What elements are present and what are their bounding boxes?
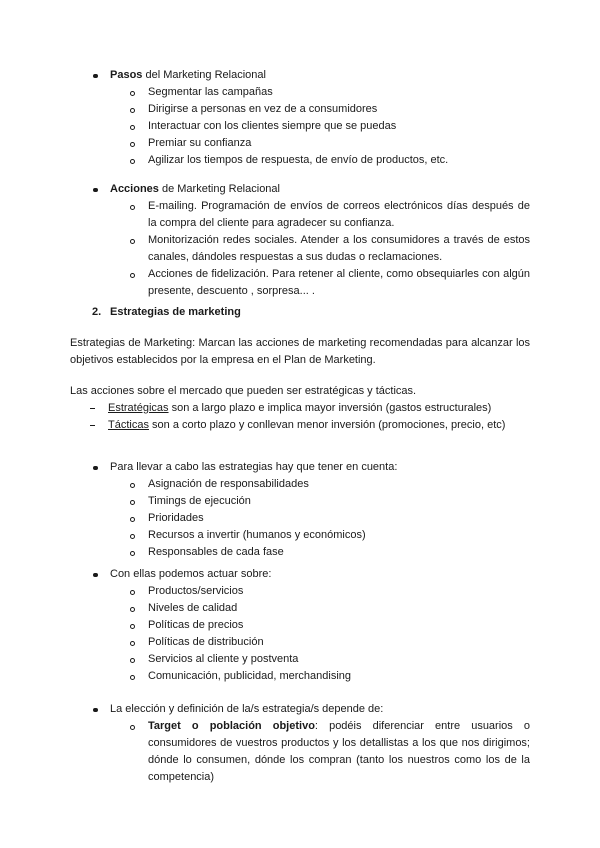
- bullet-icon: [93, 573, 98, 578]
- list-item: [70, 718, 530, 786]
- underlined-lead: Tácticas: [108, 419, 149, 431]
- list-item: [70, 181, 530, 198]
- circle-bullet-icon: [130, 641, 135, 646]
- underlined-lead: Estratégicas: [108, 402, 169, 414]
- circle-bullet-icon: [130, 159, 135, 164]
- list-item: [70, 198, 530, 232]
- list-item: [70, 266, 530, 300]
- circle-bullet-icon: [130, 205, 135, 210]
- circle-bullet-icon: [130, 125, 135, 130]
- circle-bullet-icon: [130, 725, 135, 730]
- list-item: [70, 118, 530, 135]
- list-item-text: Servicios al cliente y postventa: [148, 653, 299, 665]
- circle-bullet-icon: [130, 551, 135, 556]
- section-actuar: [70, 566, 530, 685]
- list-item: [70, 232, 530, 266]
- circle-bullet-icon: [130, 534, 135, 539]
- section-heading: [70, 304, 530, 321]
- list-item-text: [110, 67, 530, 84]
- list-item: [70, 701, 530, 718]
- circle-bullet-icon: [130, 239, 135, 244]
- bold-lead: Acciones: [110, 183, 159, 195]
- circle-bullet-icon: [130, 590, 135, 595]
- lead-rest: son a corto plazo y conllevan menor inversión (promociones, precio, etc): [148, 419, 506, 431]
- section-acciones: [70, 181, 530, 300]
- list-item: [70, 651, 530, 668]
- list-item-text: Recursos a invertir (humanos y económicos): [148, 529, 366, 541]
- list-item: [70, 510, 530, 527]
- list-item: [70, 417, 530, 434]
- list-item-text: Productos/servicios: [148, 585, 244, 597]
- circle-bullet-icon: [130, 624, 135, 629]
- paragraph: Estrategias de Marketing: Marcan las acciones de marketing recomendadas para alcanzar los objetivos establecidos por la empresa en el Plan de Marketing.: [70, 337, 530, 366]
- list-item: [70, 67, 530, 84]
- list-item-text: [108, 417, 530, 434]
- list-item-text: Agilizar los tiempos de respuesta, de envío de productos, etc.: [148, 154, 449, 166]
- section-llevar: [70, 459, 530, 561]
- heading-text: Estrategias de marketing: [110, 306, 241, 318]
- list-item-text: Políticas de precios: [148, 619, 244, 631]
- circle-bullet-icon: [130, 91, 135, 96]
- list-item: [70, 566, 530, 583]
- list-item-text: Premiar su confianza: [148, 137, 252, 149]
- circle-bullet-icon: [130, 108, 135, 113]
- list-item: [70, 583, 530, 600]
- list-item-text: Políticas de distribución: [148, 636, 264, 648]
- dash-bullet-icon: [90, 425, 95, 426]
- circle-bullet-icon: [130, 273, 135, 278]
- list-item: [70, 544, 530, 561]
- list-item-text: E-mailing. Programación de envíos de correos electrónicos días después de la compra del cliente para agradecer su confianza.: [148, 200, 530, 229]
- circle-bullet-icon: [130, 483, 135, 488]
- bullet-icon: [93, 466, 98, 471]
- list-item-text: [148, 718, 530, 786]
- circle-bullet-icon: [130, 517, 135, 522]
- list-item: [70, 600, 530, 617]
- circle-bullet-icon: [130, 500, 135, 505]
- circle-bullet-icon: [130, 607, 135, 612]
- lead-rest: de Marketing Relacional: [158, 183, 280, 195]
- circle-bullet-icon: [130, 675, 135, 680]
- list-item-text: Dirigirse a personas en vez de a consumidores: [148, 103, 378, 115]
- list-item: [70, 101, 530, 118]
- dash-bullet-icon: [90, 408, 95, 409]
- list-item-text: Timings de ejecución: [148, 495, 251, 507]
- list-item-text: Acciones de fidelización. Para retener al cliente, como obsequiarles con algún presente, descuento , sorpresa... .: [148, 268, 530, 297]
- list-item-text: Prioridades: [148, 512, 204, 524]
- list-item: [70, 634, 530, 651]
- lead-rest: del Marketing Relacional: [142, 69, 266, 81]
- list-item-text: Comunicación, publicidad, merchandising: [148, 670, 352, 682]
- circle-bullet-icon: [130, 658, 135, 663]
- list-item: [70, 617, 530, 634]
- bullet-icon: [93, 188, 98, 193]
- list-item: [70, 84, 530, 101]
- list-item: [70, 459, 530, 476]
- paragraph: Las acciones sobre el mercado que pueden ser estratégicas y tácticas.: [70, 385, 417, 397]
- list-item-text: Interactuar con los clientes siempre que se puedas: [148, 120, 397, 132]
- bullet-icon: [93, 74, 98, 79]
- list-item: [70, 527, 530, 544]
- circle-bullet-icon: [130, 142, 135, 147]
- lead-rest: son a largo plazo e implica mayor inversión (gastos estructurales): [168, 402, 492, 414]
- list-item: [70, 135, 530, 152]
- heading-number: 2.: [92, 306, 102, 318]
- list-item: [70, 493, 530, 510]
- section-eleccion: [70, 701, 530, 786]
- list-item: [70, 400, 530, 417]
- list-item-text: Con ellas podemos actuar sobre:: [110, 568, 272, 580]
- bold-lead: Target o población objetivo: [148, 720, 315, 732]
- list-item: [70, 152, 530, 169]
- lead-rest: : podéis diferenciar entre usuarios o consumidores de vuestros productos y los detallistas a los que nos dirigimos; dónde lo consumen, dónde los compran (tanto los nuestros como los de la competencia): [148, 720, 530, 783]
- list-item-text: Responsables de cada fase: [148, 546, 284, 558]
- list-item-text: Para llevar a cabo las estrategias hay que tener en cuenta:: [110, 461, 398, 473]
- bullet-icon: [93, 708, 98, 713]
- list-item-text: Monitorización redes sociales. Atender a los consumidores a través de estos canales, dándoles respuestas a sus dudas o reclamaciones.: [148, 234, 530, 263]
- list-item-text: Segmentar las campañas: [148, 86, 273, 98]
- list-item-text: [110, 181, 530, 198]
- list-item-text: [108, 400, 530, 417]
- list-item-text: La elección y definición de la/s estrategia/s depende de:: [110, 703, 384, 715]
- list-item: [70, 668, 530, 685]
- bold-lead: Pasos: [110, 69, 143, 81]
- section-pasos: [70, 67, 530, 169]
- list-item: [70, 476, 530, 493]
- list-item-text: Asignación de responsabilidades: [148, 478, 309, 490]
- list-item-text: Niveles de calidad: [148, 602, 238, 614]
